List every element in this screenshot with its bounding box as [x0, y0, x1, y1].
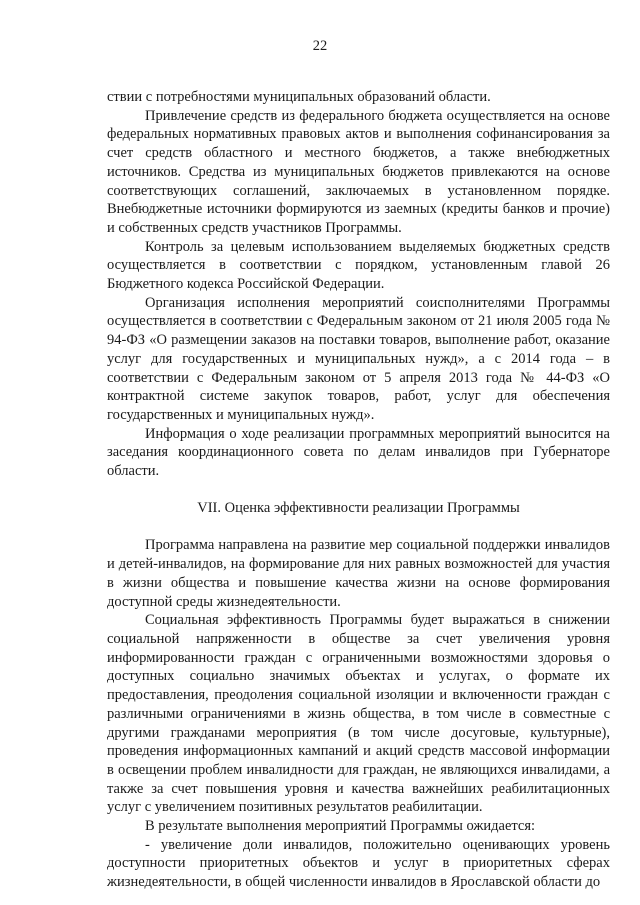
paragraph-continuation: ствии с потребностями муниципальных образований области. [107, 89, 491, 105]
list-item: - увеличение доли инвалидов, положительно оценивающих уровень доступности приоритетных объектов и услуг в приоритетных сферах жизнедеятельности, в общей численности инвалидов в Ярославской области до [107, 836, 610, 891]
paragraph-federal-funding: Привлечение средств из федерального бюджета осуществляется на основе федеральных нормативных правовых актов и выполнения софинансирования за счет средств областного и местного бюджетов, а также внебюджетных источников. Средства из муниципальных бюджетов привлекаются на основе соответствующих соглашений, заключаемых в установленном порядке. Внебюджетные источники формируются из заемных (кредиты банков и прочие) и собственных средств участников Программы. [107, 107, 610, 236]
paragraph-budget-control: Контроль за целевым использованием выделяемых бюджетных средств осуществляется в соответствии с порядком, установленным главой 26 Бюджетного кодекса Российской Федерации. [107, 238, 610, 293]
document-body [107, 88, 610, 892]
paragraph-expected-results: В результате выполнения мероприятий Программы ожидается: [145, 818, 536, 835]
paragraph-program-goal: Программа направлена на развитие мер социальной поддержки инвалидов и детей-инвалидов, на формирование для них равных возможностей для участия в жизни общества и повышение качества жизни на основе формирования доступной среды жизнедеятельности. [107, 537, 610, 610]
page-number: 22 [312, 38, 328, 54]
paragraph-social-efficiency: Социальная эффективность Программы будет выражаться в снижении социальной напряженности в обществе за счет увеличения уровня информированности граждан с ограниченными возможностями здоровья о доступных социально значимых объектах и услугах, о формате их предоставления, преодоления социальной изоляции и включенности граждан с различными ограничениями в жизнь общества, в том числе в совместные с другими гражданами мероприятия (в том числе досуговые, культурные), проведения информационных кампаний и акций средств массовой информации в освещении проблем инвалидности для граждан, не являющихся инвалидами, а также за счет повышения уровня и качества важнейших реабилитационных услуг с увеличением позитивных результатов реабилитации. [107, 612, 610, 816]
paragraph-procurement: Организация исполнения мероприятий соисполнителями Программы осуществляется в соответствии с Федеральным законом от 21 июля 2005 года № 94-ФЗ «О размещении заказов на поставки товаров, выполнение работ, оказание услуг для государственных и муниципальных нужд», а с 2014 года – в соответствии с Федеральным законом от 5 апреля 2013 года № 44-ФЗ «О контрактной системе закупок товаров, работ, услуг для обеспечения государственных и муниципальных нужд». [107, 294, 610, 423]
paragraph-information: Информация о ходе реализации программных мероприятий выносится на заседания координационного совета по делам инвалидов при Губернаторе области. [107, 425, 610, 480]
section-heading: VII. Оценка эффективности реализации Программы [197, 499, 520, 516]
